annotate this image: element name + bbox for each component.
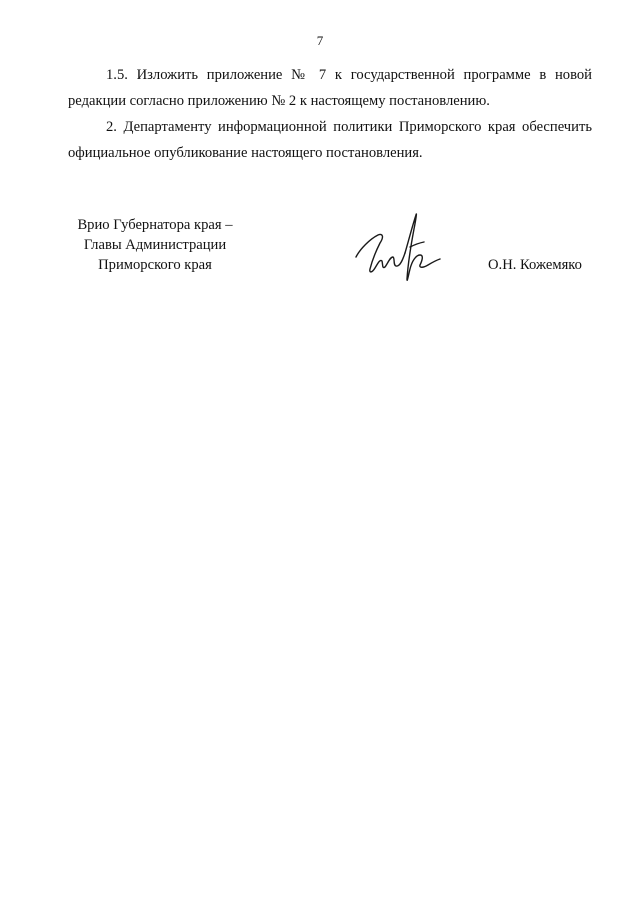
signatory-name: О.Н. Кожемяко — [488, 257, 582, 273]
signatory-title-line: Врио Губернатора края – — [77, 217, 233, 233]
signatory-title-line: Главы Администрации — [83, 237, 227, 253]
paragraph-2: 2. Департаменту информационной политики Приморского края обеспечить официальное опубликование настоящего постановления. — [68, 119, 592, 161]
page-number: 7 — [316, 33, 324, 48]
signatory-title-block — [60, 215, 250, 275]
paragraph-1-5: 1.5. Изложить приложение № 7 к государственной программе в новой редакции согласно приложению № 2 к настоящему постановлению. — [68, 67, 592, 109]
signatory-title-line: Приморского края — [98, 257, 212, 273]
handwritten-signature — [350, 205, 445, 290]
